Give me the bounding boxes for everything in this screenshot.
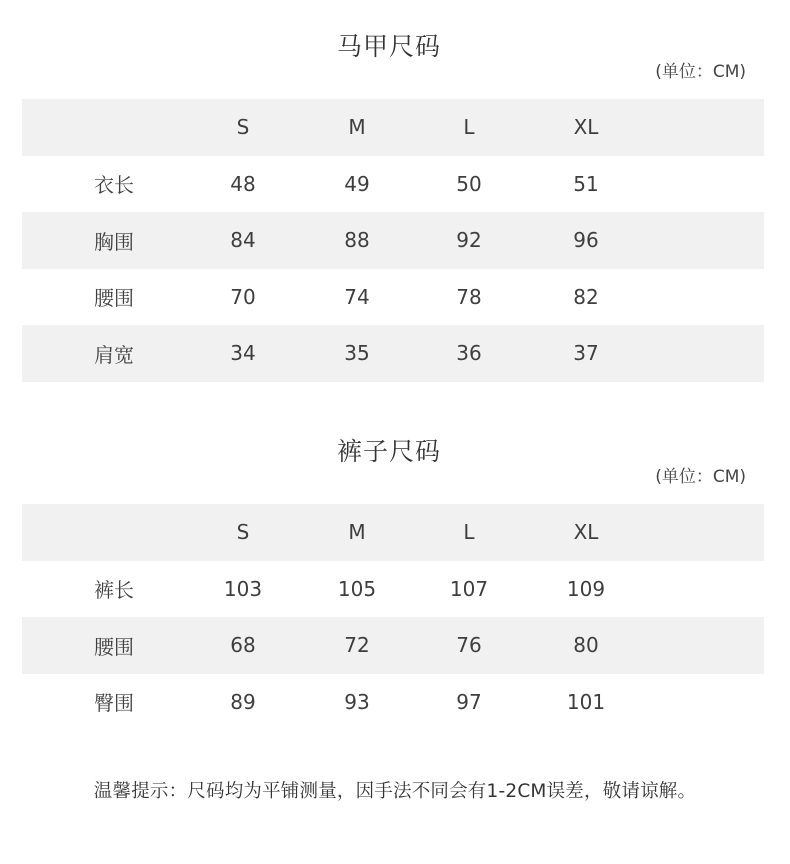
value-cell: 34 <box>230 341 256 366</box>
pants-size-title: 裤子尺码 <box>336 437 441 466</box>
value-cell: 93 <box>344 689 370 714</box>
value-cell: 72 <box>344 633 370 658</box>
header-cell-xl: XL <box>573 115 599 140</box>
value-cell: 37 <box>573 341 599 366</box>
value-cell: 80 <box>573 633 599 658</box>
value-cell: 82 <box>573 284 599 309</box>
header-cell-empty <box>64 504 164 561</box>
value-cell: 74 <box>344 284 370 309</box>
value-cell: 96 <box>573 228 599 253</box>
table-header-row <box>22 99 764 156</box>
value-cell: 68 <box>230 633 256 658</box>
value-cell: 103 <box>223 576 263 601</box>
value-cell: 84 <box>230 228 256 253</box>
value-cell: 88 <box>344 228 370 253</box>
table-row <box>22 156 764 213</box>
value-cell: 97 <box>456 689 482 714</box>
header-cell-m: M <box>348 115 366 140</box>
table-row <box>22 212 764 269</box>
header-cell-xl: XL <box>573 520 599 545</box>
header-cell-s: S <box>236 520 250 545</box>
table-row <box>22 325 764 382</box>
table-row <box>22 269 764 326</box>
row-label: 臀围 <box>94 691 134 716</box>
value-cell: 78 <box>456 284 482 309</box>
table-row <box>22 617 764 674</box>
table-header-row <box>22 504 764 561</box>
row-label: 裤长 <box>94 578 134 603</box>
value-cell: 36 <box>456 341 482 366</box>
row-label: 腰围 <box>94 634 134 659</box>
header-cell-l: L <box>463 115 475 140</box>
value-cell: 70 <box>230 284 256 309</box>
value-cell: 48 <box>230 171 256 196</box>
pants-unit-label: (单位：CM) <box>655 467 746 487</box>
header-cell-l: L <box>463 520 475 545</box>
row-label: 肩宽 <box>94 342 134 367</box>
value-cell: 105 <box>337 576 377 601</box>
vest-size-title: 马甲尺码 <box>336 32 441 61</box>
row-label: 衣长 <box>94 173 134 198</box>
row-label: 胸围 <box>94 229 134 254</box>
vest-size-table <box>22 99 764 382</box>
value-cell: 107 <box>449 576 489 601</box>
value-cell: 101 <box>566 689 606 714</box>
table-row <box>22 674 764 731</box>
measurement-note: 温馨提示：尺码均为平铺测量，因手法不同会有1-2CM误差，敬请谅解。 <box>93 781 697 802</box>
row-label: 腰围 <box>94 286 134 311</box>
header-cell-m: M <box>348 520 366 545</box>
value-cell: 89 <box>230 689 256 714</box>
header-cell-empty <box>64 99 164 156</box>
pants-size-table <box>22 504 764 730</box>
value-cell: 49 <box>344 171 370 196</box>
value-cell: 92 <box>456 228 482 253</box>
value-cell: 109 <box>566 576 606 601</box>
value-cell: 51 <box>573 171 599 196</box>
table-row <box>22 561 764 618</box>
vest-unit-label: (单位：CM) <box>655 62 746 82</box>
value-cell: 76 <box>456 633 482 658</box>
value-cell: 50 <box>456 171 482 196</box>
value-cell: 35 <box>344 341 370 366</box>
header-cell-s: S <box>236 115 250 140</box>
